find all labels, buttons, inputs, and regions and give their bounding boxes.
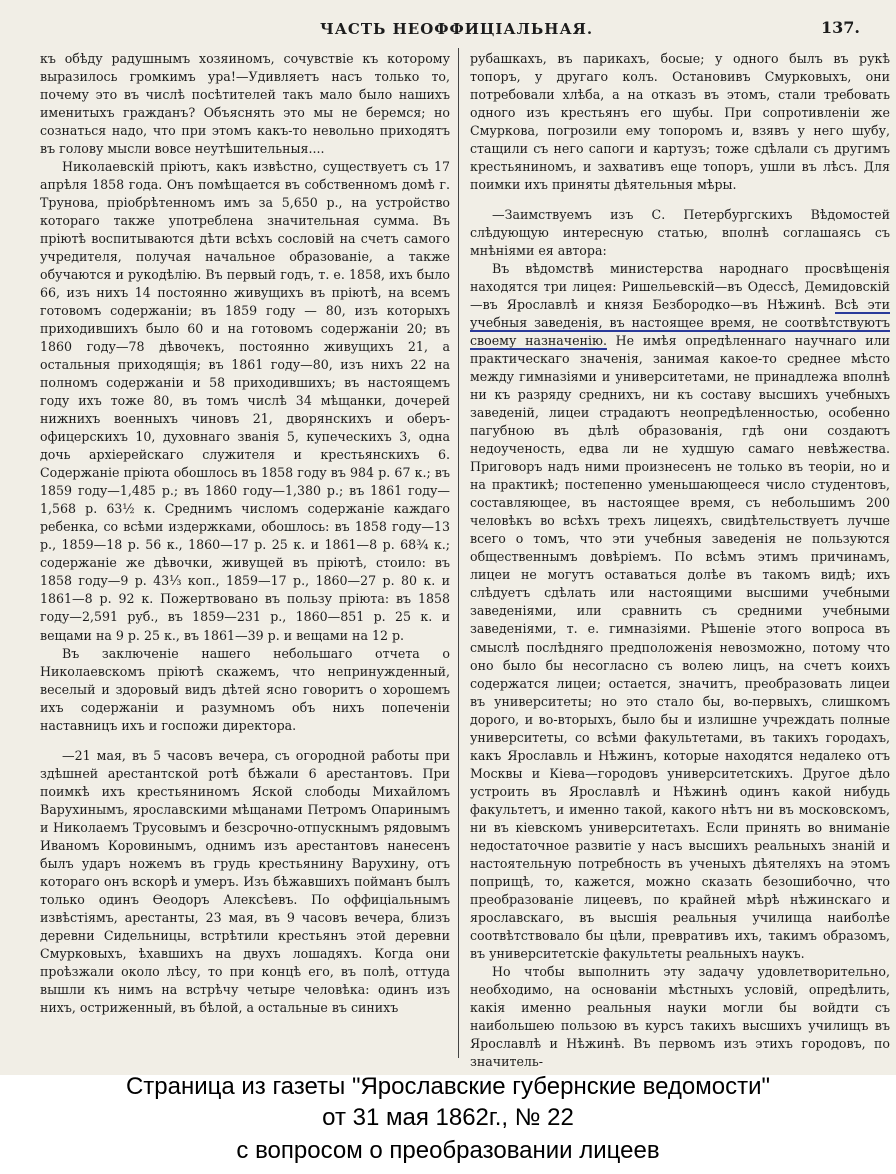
right-paragraph-robbery: рубашкахъ, въ парикахъ, босые; у одного былъ въ рукѣ топоръ, у другаго колъ. Остановивъ Смурковыхъ, они потребовали хлѣба, а на отказъ въ этомъ, стали требовать одного изъ крестьянъ его шубы. При сопротивленіи же Смуркова, погрозили ему топоромъ и, взявъ у него шубу, стащили съ него сапоги и картузъ; тоже сдѣлали съ другимъ крестьяниномъ, и захвативъ еще топоръ, ушли въ лѣсъ. Для поимки ихъ приняты дѣятельныя мѣры. — [470, 51, 890, 193]
left-paragraph-conclusion: Въ заключеніе нашего небольшаго отчета о Николаевскомъ пріютѣ скажемъ, что непринужденный, веселый и здоровый видъ дѣтей ясно говоритъ о хорошемъ ихъ содержаніи и разумномъ объ нихъ попеченіи наставницъ ихъ и госпожи директора. — [40, 645, 450, 733]
right-paragraph-task: Но чтобы выполнить эту задачу удовлетворительно, необходимо, на основаніи мѣстныхъ условій, опредѣлить, какія именно реальныя науки могли бы войдти съ наибольшею пользою въ курсъ такихъ высшихъ училищъ въ Ярославлѣ и Нѣжинѣ. Въ первомъ изъ этихъ городовъ, по значитель- — [470, 963, 890, 1069]
caption-line-1: Страница из газеты "Ярославские губернские ведомости" — [125, 1073, 771, 1100]
lyceums-body: Не имѣя опредѣленнаго научнаго или практическаго значенія, занимая какое-то среднее мѣсто между гимназіями и университетами, не принадлежа вполнѣ ни къ разряду среднихъ, ни къ составу высшихъ учебныхъ заведеній, лицеи страдаютъ неопредѣленностью, особенно пагубною въ дѣлѣ образованія, гдѣ они создаютъ недоученость, едва ли не худшую самаго невѣжества. Приговоръ надъ ними произнесенъ не только въ теоріи, но и на практикѣ; постепенно уменьшающееся число студентовъ, составляющее, въ настоящее время, съ небольшимъ 200 человѣкъ во всѣхъ трехъ лицеяхъ, свидѣтельствуетъ лучше всего о томъ, что эти учебныя заведенія не пользуются общественнымъ довѣріемъ. По всѣмъ этимъ причинамъ, лицеи не могутъ оставаться долѣе въ такомъ видѣ; ихъ слѣдуетъ сдѣлать или настоящими высшими учебными заведеніями, или сравнить съ средними учебными заведеніями, т. е. гимназіями. Рѣшеніе этого вопроса въ смыслѣ послѣдняго предположенія невозможно, потому что оно было бы несогласно съ волею лицъ, на счетъ коихъ содержатся лицеи; остается, значитъ, преобразовать лицеи въ университеты; но это стало бы, во-первыхъ, слишкомъ дорого, и во-вторыхъ, было бы и излишне учреждать полные университеты, со всѣми факультетами, въ такихъ городахъ, какъ Ярославль и Нѣжинъ, которые находятся недалеко отъ Москвы и Кіева—городовъ университетскихъ. Другое дѣло устроить въ Ярославлѣ и Нѣжинѣ одинъ какой нибудь факультетъ, и именно такой, какого нѣтъ ни въ московскомъ, ни въ кіевскомъ университетахъ. Если принять во вниманіе недостаточное развитіе у насъ высшихъ реальныхъ знаній и настоятельную потребность въ ученыхъ дѣятеляхъ на этомъ поприщѣ, то, кажется, можно сказать безошибочно, что преобразованіе лицеевъ, по крайней мѣрѣ нѣжинскаго и ярославскаго, въ высшія реальныя училища наиболѣе соотвѣтствовало бы цѣли, превративъ ихъ, такимъ образомъ, въ университетскіе факультеты реальныхъ наукъ. — [470, 333, 890, 961]
section-title: ЧАСТЬ НЕОФФИЦІАЛЬНАЯ. — [320, 20, 594, 38]
lyceums-intro: Въ вѣдомствѣ министерства народнаго просвѣщенія находятся три лицея: Ришельевскій—въ Одессѣ, Демидовскій—въ Ярославлѣ и князя Безбородко—въ Нѣжинѣ. — [470, 261, 890, 313]
page-number: 137. — [821, 18, 860, 37]
highlighted-sentence: Всѣ эти учебныя заведенія, въ настоящее время, не соотвѣтствуютъ своему назначенію. — [470, 297, 890, 349]
page-header — [0, 20, 896, 42]
right-paragraph-source: —Заимствуемъ изъ С. Петербургскихъ Вѣдомостей слѣдующую интересную статью, вполнѣ соглашаясь съ мнѣніями ея автора: — [470, 207, 890, 259]
left-paragraph-escape: —21 мая, въ 5 часовъ вечера, съ огородной работы при здѣшней арестантской ротѣ бѣжали 6 арестантовъ. При поимкѣ ихъ крестьяниномъ Яской слободы Михайломъ Варухинымъ, ярославскими мѣщанами Петромъ Опаринымъ и Николаемъ Трусовымъ и безсрочно-отпускнымъ рядовымъ Иваномъ Коровинымъ, однимъ изъ арестантовъ нанесенъ былъ ударъ ножемъ въ грудь крестьянину Варухину, отъ котораго онъ вскорѣ и умеръ. Изъ бѣжавшихъ пойманъ былъ только одинъ Ѳеодоръ Алексѣевъ. По оффиціальнымъ извѣстіямъ, арестанты, 23 мая, въ 9 часовъ вечера, близъ деревни Сидельницы, встрѣтили крестьянъ этой деревни Смурковыхъ, ѣхавшихъ на двухъ лошадяхъ. Когда они проѣзжали около лѣсу, то при концѣ его, въ полѣ, оттуда вышли къ нимъ на встрѣчу четыре человѣка: одинъ изъ нихъ, остриженный, въ бѣлой, а остальные въ синихъ — [40, 747, 450, 1015]
right-paragraph-lyceums — [470, 260, 890, 963]
caption-line-3: с вопросом о преобразовании лицеев — [236, 1137, 660, 1164]
column-divider — [458, 48, 459, 1058]
left-paragraph-orphanage: Николаевскій пріютъ, какъ извѣстно, существуетъ съ 17 апрѣля 1858 года. Онъ помѣщается въ собственномъ домѣ г. Трунова, пріобрѣтенномъ имъ за 5,650 р., на устройство котораго также употреблена значительная сумма. Въ пріютѣ воспитываются дѣти всѣхъ сословій на счетъ самого учредителя, получая начальное образованіе, а также обучаются и рукодѣлію. Въ первый годъ, т. е. 1858, ихъ было 66, изъ нихъ 14 постоянно живущихъ въ пріютѣ, на всемъ готовомъ содержаніи; въ 1859 году — 80, изъ которыхъ приходившихъ было 60 и на готовомъ содержаніи 20; въ 1860 году—78 дѣвочекъ, постоянно живущихъ 21, а остальныя приходящія; въ 1861 году—80, изъ нихъ 22 на полномъ содержаніи и 58 приходившихъ; въ настоящемъ году ихъ тоже 80, въ томъ числѣ 34 мѣщанки, дочерей нижнихъ военныхъ чиновъ 21, дворянскихъ и оберъ-офицерскихъ 10, духовнаго званія 5, купеческихъ 3, одна дочь архіерейскаго служителя и крестьянскихъ 6. Содержаніе пріюта обошлось въ 1858 году въ 984 р. 67 к.; въ 1859 году—1,485 р.; въ 1860 году—1,380 р.; въ 1861 году—1,568 р. 63½ к. Среднимъ числомъ содержаніе каждаго ребенка, со всѣми издержками, обошлось: въ 1858 году—13 р., 1859—18 р. 56 к., 1860—17 р. 25 к. и 1861—8 р. 68¾ к.; содержаніе же дѣвочки, живущей въ пріютѣ, стоило: въ 1858 году—9 р. 43⅓ коп., 1859—17 р., 1860—27 р. 80 к. и 1861—8 р. 92 к. Пожертвовано въ пользу пріюта: въ 1858 году—2,591 руб., въ 1859—231 р., 1860—851 р. 25 к. и вещами на 9 р. 25 к., въ 1861—39 р. и вещами на 12 р. — [40, 159, 450, 643]
caption-line-2: от 31 мая 1862г., № 22 — [322, 1104, 574, 1131]
left-column — [40, 50, 450, 1017]
right-column — [470, 50, 890, 1071]
left-paragraph-dinner: къ обѣду радушнымъ хозяиномъ, сочувствіе къ которому выразилось громкимъ ура!—Удивляетъ насъ только то, почему это въ числѣ посѣтителей такъ мало было нашихъ именитыхъ гражданъ? Объяснять это мы не беремся; но сознаться надо, что при этомъ какъ-то невольно приходятъ въ голову мысли вовсе неутѣшительныя.... — [40, 51, 450, 157]
